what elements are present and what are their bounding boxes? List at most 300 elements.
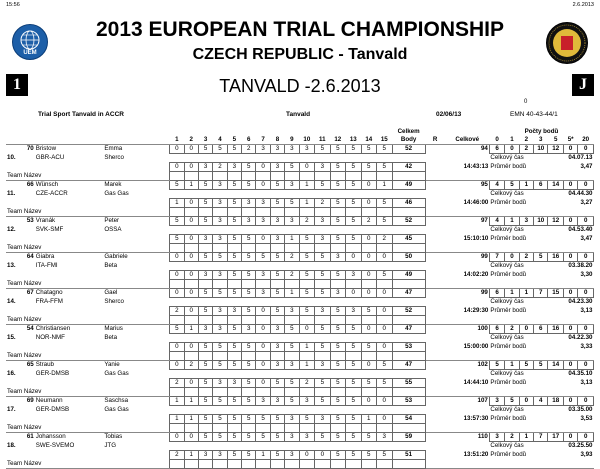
lap1-total: 49 — [392, 181, 425, 190]
table-row — [6, 442, 594, 451]
team-section-score — [285, 460, 299, 469]
lap1-section-score: 3 — [330, 253, 345, 262]
team-section-score — [256, 460, 270, 469]
r-col — [425, 235, 445, 244]
spacer — [445, 334, 489, 343]
spacer — [170, 190, 392, 199]
lap1-section-score: 5 — [227, 253, 241, 262]
lap1-section-score: 0 — [377, 289, 393, 298]
lap1-section-score: 1 — [299, 361, 314, 370]
lap2-section-score: 2 — [213, 163, 227, 172]
spacer — [489, 244, 593, 253]
lap1-section-score: 2 — [285, 253, 299, 262]
team-section-score — [377, 208, 393, 217]
rider-firstname: Peter — [104, 217, 120, 225]
spacer — [170, 262, 392, 271]
celkovy-cas-value: 04.07.13 — [568, 154, 593, 162]
lap2-section-score: 0 — [315, 451, 330, 460]
lap1-section-score: 3 — [270, 361, 284, 370]
lap1-section-score: 5 — [346, 361, 361, 370]
lap2-section-score: 3 — [198, 235, 212, 244]
team-section-score — [315, 244, 330, 253]
team-section-score — [346, 208, 361, 217]
lap1-total: 59 — [392, 433, 425, 442]
lap1-section-score: 0 — [361, 253, 376, 262]
rider-nation: CZE-ACCR — [35, 190, 68, 197]
grand-total: 99 — [480, 253, 488, 261]
team-section-score — [315, 316, 330, 325]
lap2-section-score: 3 — [315, 235, 330, 244]
spacer — [425, 298, 445, 307]
lap1-section-score: 3 — [315, 217, 330, 226]
lap1-section-score: 5 — [170, 217, 184, 226]
r-col — [425, 424, 445, 433]
celkovy-cas-label: Celkový čas — [490, 154, 524, 162]
team-section-score — [377, 352, 393, 361]
lap1-section-score: 3 — [330, 289, 345, 298]
table-row — [6, 343, 594, 352]
count-1: 0 — [505, 145, 519, 154]
lap2-section-score: 5 — [346, 235, 361, 244]
lap1-section-score: 5 — [270, 181, 284, 190]
team-section-score — [377, 460, 393, 469]
lap1-section-score: 3 — [213, 325, 227, 334]
count-3: 7 — [534, 433, 548, 442]
lap2-section-score: 5 — [346, 379, 361, 388]
col-section-12: 12 — [330, 136, 345, 145]
lap1-section-score: 0 — [170, 253, 184, 262]
lap1-section-score: 3 — [299, 397, 314, 406]
spacer — [392, 334, 425, 343]
lap2-section-score: 5 — [361, 163, 376, 172]
spacer — [392, 154, 425, 163]
team-section-score — [270, 244, 284, 253]
lap1-section-score: 5 — [198, 253, 212, 262]
lap2-section-score: 5 — [315, 343, 330, 352]
rider-firstname: Marek — [104, 181, 122, 189]
lap1-total: 50 — [392, 253, 425, 262]
celkovy-cas-value: 04.53.40 — [568, 226, 593, 234]
count-4: 16 — [548, 325, 563, 334]
lap1-section-score: 5 — [227, 181, 241, 190]
team-section-score — [184, 460, 198, 469]
lap1-section-score: 5 — [170, 325, 184, 334]
team-section-score — [242, 208, 256, 217]
r-col — [425, 253, 445, 262]
r-col — [425, 415, 445, 424]
table-row — [6, 433, 594, 442]
lap2-section-score: 0 — [377, 343, 393, 352]
team-section-score — [285, 280, 299, 289]
count-5: 0 — [563, 145, 577, 154]
team-section-score — [377, 424, 393, 433]
count-2: 0 — [519, 325, 533, 334]
spacer — [392, 190, 425, 199]
lap2-section-score: 5 — [377, 451, 393, 460]
team-section-score — [256, 316, 270, 325]
lap2-section-score: 5 — [242, 271, 256, 280]
lap1-section-score: 1 — [184, 397, 198, 406]
emn-code: EMN 40-43-44/1 — [510, 111, 558, 118]
team-section-score — [299, 172, 314, 181]
lap1-total: 47 — [392, 289, 425, 298]
lap2-section-score: 5 — [285, 163, 299, 172]
celkovy-cas-label: Celkový čas — [490, 226, 524, 234]
team-section-score — [170, 352, 184, 361]
team-section-score — [299, 460, 314, 469]
lap2-section-score: 0 — [184, 271, 198, 280]
prumer-bodu-label: Průměr bodů — [490, 415, 527, 422]
lap1-section-score: 5 — [213, 361, 227, 370]
rider-surname: Johansson — [35, 433, 66, 441]
lap1-section-score: 5 — [330, 361, 345, 370]
count-2: 1 — [519, 433, 533, 442]
prumer-bodu-value: 3,47 — [580, 235, 593, 242]
count-1: 2 — [505, 325, 519, 334]
spacer — [425, 190, 445, 199]
team-section-score — [170, 172, 184, 181]
team-section-score — [270, 460, 284, 469]
celkovy-cas-label: Celkový čas — [490, 406, 524, 414]
finish-time: 13:57:30 — [463, 415, 489, 422]
count-6: 0 — [578, 217, 594, 226]
col-section-8: 8 — [270, 136, 284, 145]
lap1-section-score: 5 — [377, 145, 393, 154]
r-col — [425, 217, 445, 226]
count-0: 6 — [489, 145, 504, 154]
event-title: TANVALD -2.6.2013 — [219, 76, 381, 96]
team-section-score — [213, 280, 227, 289]
rider-position: 17. — [7, 406, 16, 413]
grand-total: 94 — [480, 145, 488, 153]
lap2-section-score: 2 — [170, 379, 184, 388]
lap2-section-score: 3 — [285, 415, 299, 424]
celkovy-cas-label: Celkový čas — [490, 190, 524, 198]
count-6: 0 — [578, 397, 594, 406]
spacer — [425, 406, 445, 415]
r-col — [425, 244, 445, 253]
spacer — [445, 424, 489, 433]
lap1-section-score: 5 — [315, 253, 330, 262]
team-section-score — [256, 280, 270, 289]
lap2-section-score: 0 — [377, 307, 393, 316]
team-section-score — [198, 424, 212, 433]
lap2-section-score: 5 — [315, 271, 330, 280]
lap2-section-score: 5 — [227, 235, 241, 244]
team-section-score — [361, 460, 376, 469]
lap2-section-score: 0 — [299, 163, 314, 172]
lap2-section-score: 0 — [361, 271, 376, 280]
team-section-score — [299, 208, 314, 217]
lap2-section-score: 5 — [270, 451, 284, 460]
lap1-section-score: 0 — [361, 325, 376, 334]
lap1-section-score: 5 — [299, 289, 314, 298]
rider-nation: GBR-ACU — [35, 154, 65, 161]
spacer — [6, 163, 170, 172]
spacer — [392, 442, 425, 451]
team-section-score — [256, 172, 270, 181]
celkovy-cas-label: Celkový čas — [490, 334, 524, 342]
lap2-section-score: 5 — [285, 199, 299, 208]
table-row — [6, 172, 594, 181]
count-6: 0 — [578, 181, 594, 190]
lap1-section-score: 5 — [315, 325, 330, 334]
lap2-section-score: 5 — [361, 343, 376, 352]
count-0: 3 — [489, 433, 504, 442]
lap2-section-score: 3 — [285, 307, 299, 316]
count-4: 15 — [548, 289, 563, 298]
prumer-bodu-label: Průměr bodů — [490, 163, 527, 170]
team-total — [392, 424, 425, 433]
spacer — [170, 226, 392, 235]
table-row — [6, 460, 594, 469]
lap2-section-score: 5 — [198, 343, 212, 352]
lap2-section-score: 5 — [315, 379, 330, 388]
team-section-score — [227, 424, 241, 433]
lap2-section-score: 0 — [184, 379, 198, 388]
lap1-section-score: 5 — [242, 289, 256, 298]
lap2-section-score: 3 — [227, 163, 241, 172]
col-section-1: 1 — [170, 136, 184, 145]
rider-nation: SWE-SVEMO — [35, 442, 75, 449]
rider-nation: NOR-NMF — [35, 334, 65, 341]
team-section-score — [330, 460, 345, 469]
col-section-2: 2 — [184, 136, 198, 145]
count-2: 1 — [519, 289, 533, 298]
team-total — [392, 172, 425, 181]
lap1-section-score: 5 — [361, 145, 376, 154]
count-1: 0 — [505, 253, 519, 262]
lap2-section-score: 5 — [213, 415, 227, 424]
spacer — [445, 208, 489, 217]
count-4: 12 — [548, 217, 563, 226]
team-section-score — [213, 424, 227, 433]
r-col — [425, 199, 445, 208]
rider-position: 10. — [7, 154, 16, 161]
lap2-section-score: 5 — [270, 307, 284, 316]
spacer — [6, 271, 170, 280]
team-section-score — [170, 208, 184, 217]
team-section-score — [198, 316, 212, 325]
lap1-section-score: 3 — [256, 397, 270, 406]
lap2-section-score: 3 — [213, 379, 227, 388]
table-row — [6, 145, 594, 154]
spacer — [445, 154, 489, 163]
lap1-section-score: 5 — [242, 361, 256, 370]
count-4: 17 — [548, 433, 563, 442]
finish-time: 14:44:10 — [463, 379, 489, 386]
count-3: 5 — [534, 361, 548, 370]
lap1-section-score: 0 — [184, 433, 198, 442]
r-col — [425, 325, 445, 334]
spacer — [6, 235, 170, 244]
team-section-score — [299, 352, 314, 361]
spacer — [425, 370, 445, 379]
lap2-section-score: 5 — [198, 379, 212, 388]
team-section-score — [184, 172, 198, 181]
lap1-section-score: 5 — [227, 433, 241, 442]
team-section-score — [361, 352, 376, 361]
lap1-section-score: 2 — [299, 217, 314, 226]
team-section-score — [170, 388, 184, 397]
rider-firstname: Tobias — [104, 433, 123, 441]
lap1-section-score: 5 — [198, 217, 212, 226]
lap2-section-score: 3 — [242, 199, 256, 208]
r-col — [425, 307, 445, 316]
lap1-section-score: 0 — [256, 361, 270, 370]
lap1-section-score: 5 — [256, 253, 270, 262]
team-section-score — [198, 172, 212, 181]
grand-total: 107 — [477, 397, 488, 405]
team-section-score — [184, 244, 198, 253]
lap1-section-score: 5 — [377, 217, 393, 226]
lap2-section-score: 0 — [184, 199, 198, 208]
lap2-section-score: 5 — [330, 415, 345, 424]
spacer — [392, 370, 425, 379]
team-section-score — [285, 424, 299, 433]
team-section-score — [377, 244, 393, 253]
team-section-score — [299, 388, 314, 397]
spacer — [445, 460, 489, 469]
celkovy-cas-label: Celkový čas — [490, 298, 524, 306]
lap1-section-score: 5 — [330, 325, 345, 334]
lap2-section-score: 3 — [346, 271, 361, 280]
lap2-section-score: 3 — [256, 271, 270, 280]
team-section-score — [270, 208, 284, 217]
lap1-section-score: 5 — [198, 289, 212, 298]
lap2-section-score: 3 — [227, 307, 241, 316]
team-section-score — [299, 280, 314, 289]
team-section-score — [346, 280, 361, 289]
lap2-section-score: 5 — [346, 343, 361, 352]
lap1-section-score: 5 — [346, 217, 361, 226]
prumer-bodu-label: Průměr bodů — [490, 199, 527, 206]
lap2-section-score: 1 — [256, 451, 270, 460]
spacer — [425, 226, 445, 235]
spacer — [445, 406, 489, 415]
spacer — [425, 262, 445, 271]
lap1-section-score: 5 — [198, 433, 212, 442]
rider-nation: FRA-FFM — [35, 298, 63, 305]
lap2-section-score: 3 — [198, 163, 212, 172]
lap2-section-score: 5 — [346, 199, 361, 208]
team-section-score — [256, 208, 270, 217]
lap1-section-score: 2 — [242, 145, 256, 154]
lap2-section-score: 5 — [330, 379, 345, 388]
team-section-score — [285, 208, 299, 217]
rider-firstname: Yanie — [104, 361, 120, 369]
lap1-section-score: 5 — [361, 433, 376, 442]
team-section-score — [330, 244, 345, 253]
rider-surname: Straub — [35, 361, 54, 369]
team-name-label: Team Název — [6, 172, 170, 181]
count-2: 2 — [519, 145, 533, 154]
lap1-section-score: 0 — [170, 145, 184, 154]
lap1-section-score: 0 — [184, 289, 198, 298]
lap1-section-score: 3 — [213, 181, 227, 190]
lap1-section-score: 5 — [242, 433, 256, 442]
prumer-bodu-value: 3,93 — [580, 451, 593, 458]
team-section-score — [315, 280, 330, 289]
team-section-score — [315, 208, 330, 217]
prumer-bodu-label: Průměr bodů — [490, 271, 527, 278]
lap2-section-score: 2 — [170, 451, 184, 460]
team-name-label: Team Název — [6, 280, 170, 289]
lap2-section-score: 5 — [377, 199, 393, 208]
lap2-section-score: 0 — [170, 163, 184, 172]
lap1-section-score: 5 — [299, 253, 314, 262]
page-title: 2013 EUROPEAN TRIAL CHAMPIONSHIP — [95, 18, 505, 41]
prumer-bodu-value: 3,33 — [580, 343, 593, 350]
rider-number: 66 — [26, 181, 34, 189]
team-section-score — [330, 280, 345, 289]
lap2-section-score: 5 — [330, 307, 345, 316]
col-pocty-6: 20 — [578, 136, 594, 145]
lap2-section-score: 5 — [346, 415, 361, 424]
table-row — [6, 451, 594, 460]
lap2-total: 54 — [392, 415, 425, 424]
celkovy-cas-label: Celkový čas — [490, 262, 524, 270]
table-row — [6, 208, 594, 217]
lap1-section-score: 3 — [270, 145, 284, 154]
lap2-section-score: 5 — [346, 451, 361, 460]
count-2: 5 — [519, 361, 533, 370]
count-1: 1 — [505, 217, 519, 226]
r-col — [425, 379, 445, 388]
count-1: 1 — [505, 361, 519, 370]
lap2-section-score: 5 — [198, 307, 212, 316]
table-row — [6, 388, 594, 397]
team-section-score — [315, 172, 330, 181]
lap2-section-score: 0 — [170, 271, 184, 280]
count-5: 0 — [563, 361, 577, 370]
lap2-total: 46 — [392, 199, 425, 208]
lap2-section-score: 5 — [285, 379, 299, 388]
lap1-section-score: 1 — [299, 181, 314, 190]
table-row — [6, 244, 594, 253]
team-name-label: Team Název — [6, 244, 170, 253]
r-col — [425, 280, 445, 289]
lap1-section-score: 5 — [270, 433, 284, 442]
rider-firstname: Gael — [104, 289, 118, 297]
count-2: 2 — [519, 253, 533, 262]
team-section-score — [285, 352, 299, 361]
lap2-section-score: 2 — [377, 235, 393, 244]
spacer — [6, 343, 170, 352]
r-col — [425, 451, 445, 460]
lap2-section-score: 5 — [227, 415, 241, 424]
finish-time: 14:29:30 — [463, 307, 489, 314]
team-section-score — [242, 316, 256, 325]
count-3: 6 — [534, 181, 548, 190]
celkovy-cas-value: 04.44.30 — [568, 190, 593, 198]
spacer — [489, 352, 593, 361]
team-section-score — [184, 280, 198, 289]
lap2-section-score: 5 — [285, 343, 299, 352]
lap1-section-score: 5 — [285, 325, 299, 334]
team-section-score — [227, 316, 241, 325]
r-col — [425, 145, 445, 154]
table-row — [6, 163, 594, 172]
rider-surname: Christiansen — [35, 325, 71, 333]
col-pocty-2: 2 — [519, 136, 533, 145]
spacer — [170, 298, 392, 307]
team-section-score — [270, 172, 284, 181]
lap2-section-score: 1 — [361, 415, 376, 424]
count-5: 0 — [563, 253, 577, 262]
lap2-section-score: 5 — [242, 415, 256, 424]
lap1-section-score: 0 — [361, 289, 376, 298]
